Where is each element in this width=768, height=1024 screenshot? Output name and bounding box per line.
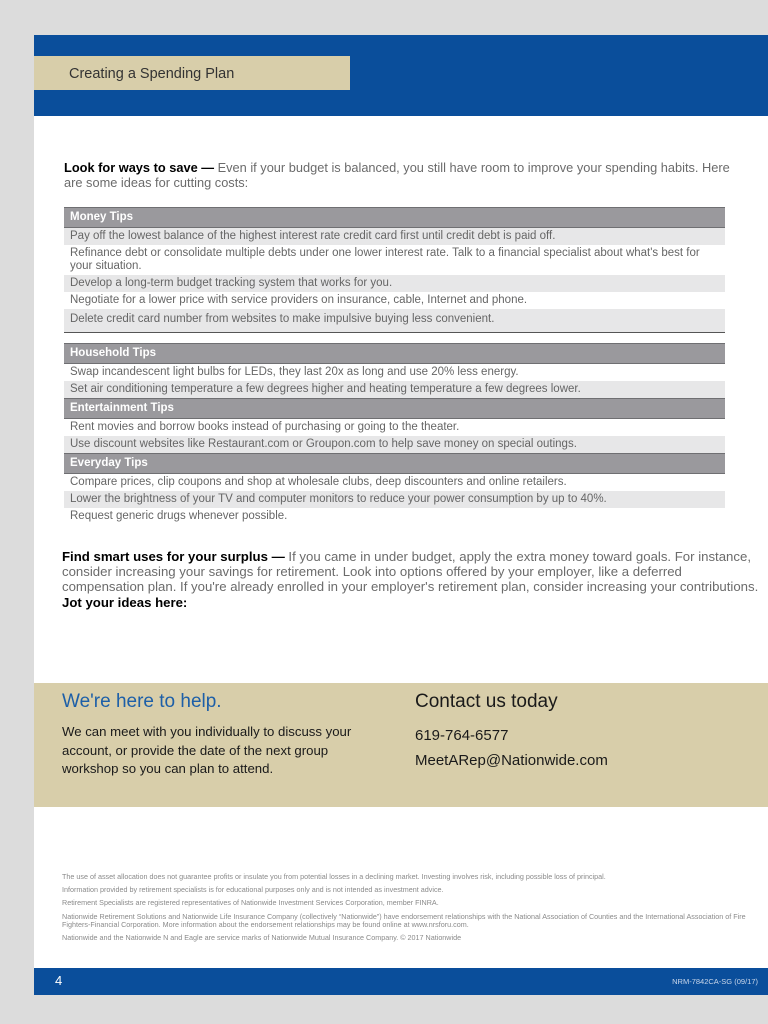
household-tips-header: Household Tips bbox=[64, 343, 725, 364]
tip-row: Develop a long-term budget tracking system that works for you. bbox=[64, 275, 725, 292]
tip-row: Set air conditioning temperature a few degrees higher and heating temperature a few degrees lower. bbox=[64, 381, 725, 398]
tip-row: Use discount websites like Restaurant.com or Groupon.com to help save money on special outings. bbox=[64, 436, 725, 453]
tip-row: Pay off the lowest balance of the highest interest rate credit card first until credit debt is paid off. bbox=[64, 228, 725, 245]
tip-row: Delete credit card number from websites to make impulsive buying less convenient. bbox=[64, 309, 725, 333]
section-gap bbox=[64, 333, 725, 343]
surplus-paragraph bbox=[62, 549, 762, 610]
intro-heading: Look for ways to save — bbox=[64, 160, 215, 175]
tip-row: Refinance debt or consolidate multiple debts under one lower interest rate. Talk to a financial specialist about what's best for your situation. bbox=[70, 247, 700, 272]
money-tips-section bbox=[64, 207, 725, 333]
jot-ideas-label: Jot your ideas here: bbox=[62, 594, 188, 610]
footer-bar bbox=[34, 968, 768, 995]
entertainment-tips-section bbox=[64, 398, 725, 453]
surplus-heading: Find smart uses for your surplus — bbox=[62, 549, 285, 564]
page-number: 4 bbox=[55, 973, 63, 988]
everyday-tips-section bbox=[64, 453, 725, 525]
household-tips-section bbox=[64, 343, 725, 398]
help-banner bbox=[34, 683, 768, 807]
disclaimer-line: Nationwide Retirement Solutions and Nationwide Life Insurance Company (collectively “Nationwide”) have endorsement relationships with the National Association of Counties and the International Association of Fire Fighters-Financial Corporation. More information about the endorsement relationships may be found online at www.nrsforu.com. bbox=[62, 911, 746, 929]
contact-title: Contact us today bbox=[415, 691, 558, 712]
disclaimers bbox=[62, 873, 752, 947]
disclaimer-line: Nationwide and the Nationwide N and Eagle are service marks of Nationwide Mutual Insurance Company. © 2017 Nationwide bbox=[62, 933, 462, 943]
everyday-tips-header: Everyday Tips bbox=[64, 453, 725, 474]
document-code: NRM-7842CA-SG (09/17) bbox=[672, 977, 758, 986]
section-tab-title: Creating a Spending Plan bbox=[34, 56, 350, 90]
contact-email: MeetARep@Nationwide.com bbox=[415, 752, 608, 769]
disclaimer-line: The use of asset allocation does not guarantee profits or insulate you from potential losses in a declining market. Investing involves risk, including possible loss of principal. bbox=[62, 872, 606, 881]
disclaimer-line: Retirement Specialists are registered representatives of Nationwide Investment Services Corporation, member FINRA. bbox=[62, 898, 439, 908]
disclaimer-line: Information provided by retirement specialists is for educational purposes only and is not intended as investment advice. bbox=[62, 885, 444, 895]
money-tips-header: Money Tips bbox=[64, 207, 725, 228]
tip-row: Swap incandescent light bulbs for LEDs, they last 20x as long and use 20% less energy. bbox=[70, 366, 519, 378]
help-title: We're here to help. bbox=[62, 691, 222, 712]
contact-phone: 619-764-6577 bbox=[415, 727, 509, 744]
tip-row: Negotiate for a lower price with service providers on insurance, cable, Internet and phone. bbox=[70, 294, 528, 306]
tip-row: Request generic drugs whenever possible. bbox=[70, 510, 288, 522]
intro-paragraph bbox=[64, 160, 750, 190]
entertainment-tips-header: Entertainment Tips bbox=[64, 398, 725, 419]
help-body: We can meet with you individually to discuss your account, or provide the date of the next group workshop so you can plan to attend. bbox=[62, 724, 352, 776]
document-page bbox=[34, 35, 768, 995]
surplus-text: If you came in under budget, apply the extra money toward goals. For instance, consider increasing your savings for retirement. Look into options offered by your employer, like a deferred compensation plan. If you're already enrolled in your employer's retirement plan, consider increasing your contributions. bbox=[62, 549, 759, 595]
tip-row: Rent movies and borrow books instead of purchasing or going to the theater. bbox=[70, 421, 460, 433]
intro-text: Even if your budget is balanced, you still have room to improve your spending habits. Here are some ideas for cutting costs: bbox=[64, 160, 730, 190]
tip-row: Lower the brightness of your TV and computer monitors to reduce your power consumption by up to 40%. bbox=[64, 491, 725, 508]
tip-row: Compare prices, clip coupons and shop at wholesale clubs, deep discounters and online retailers. bbox=[70, 476, 567, 488]
tips-table bbox=[64, 207, 725, 525]
